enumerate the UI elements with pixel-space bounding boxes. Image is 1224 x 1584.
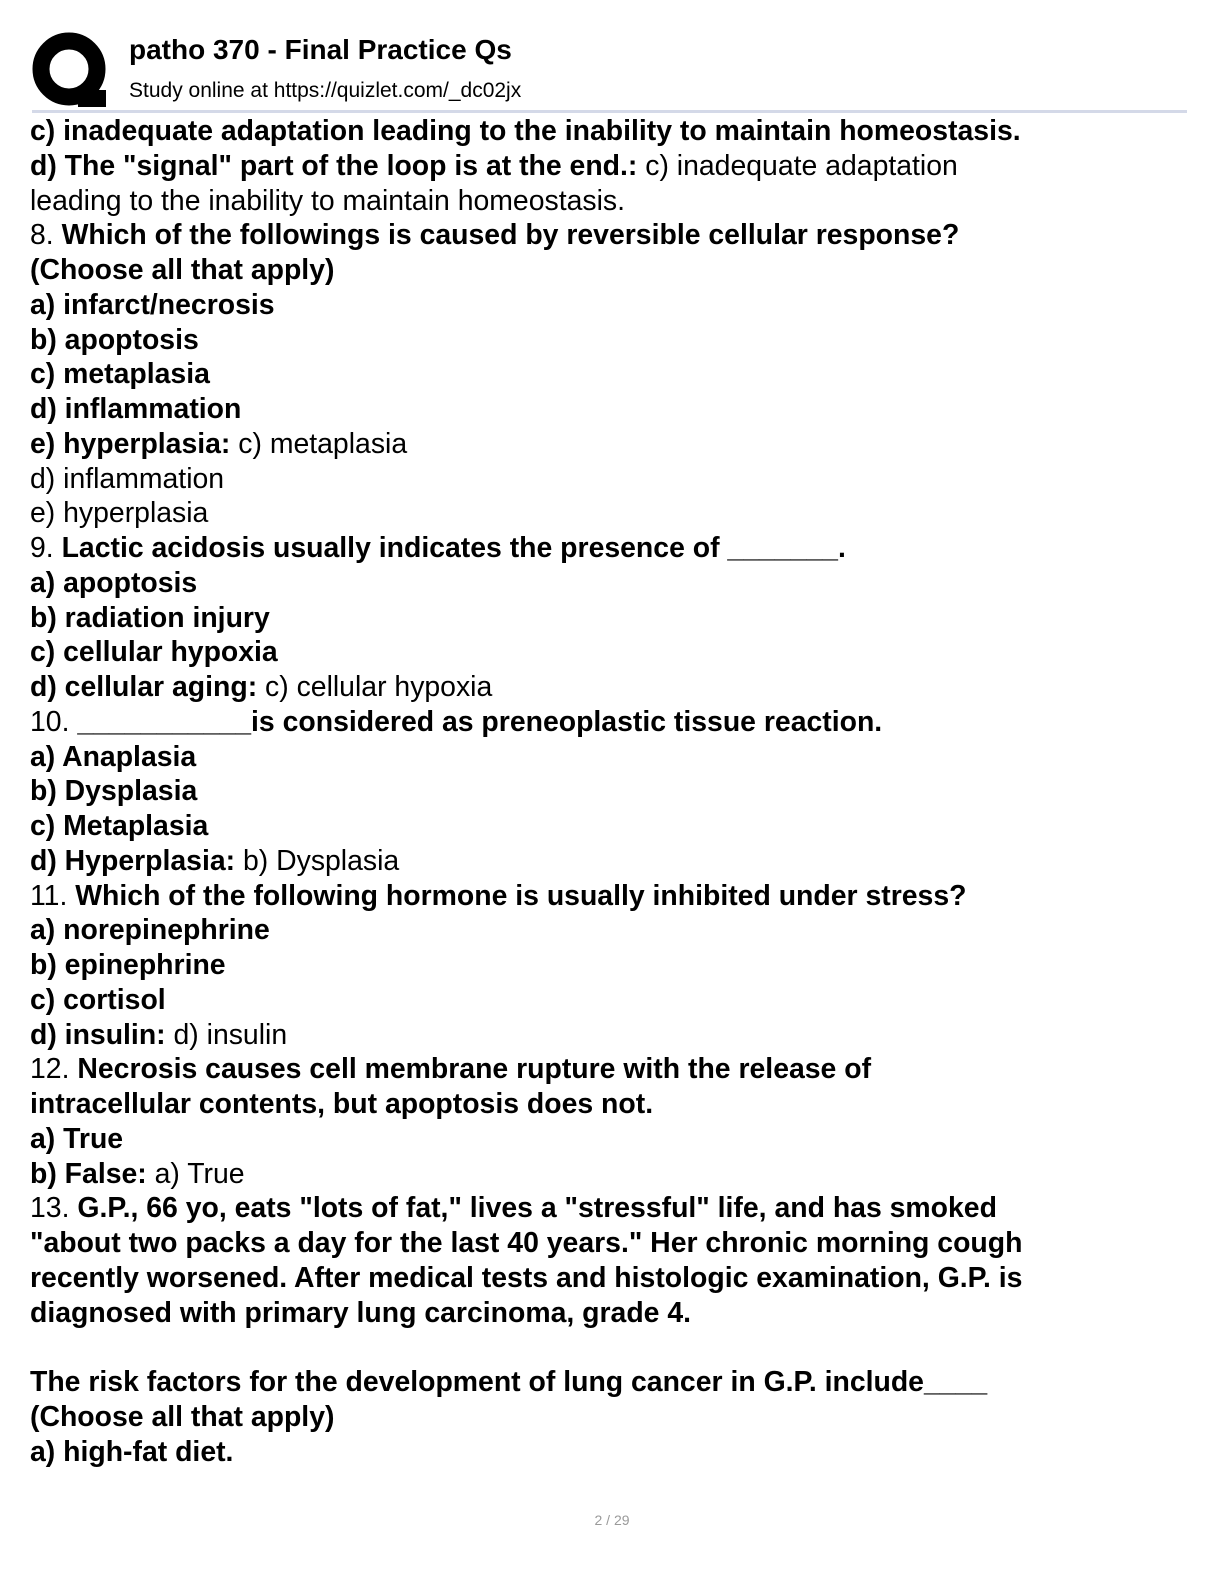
text-line: [30, 427, 1200, 462]
plain-text: d) inflammation: [30, 462, 225, 495]
bold-text: a) high-fat diet.: [30, 1435, 234, 1468]
text-line: [30, 948, 1200, 983]
text-line: [30, 1122, 1200, 1157]
bold-text: a) infarct/necrosis: [30, 288, 275, 321]
bold-text: (Choose all that apply): [30, 254, 335, 286]
text-line: [30, 844, 1200, 879]
plain-text: d) insulin: [165, 1018, 288, 1051]
text-line: [30, 774, 1200, 809]
text-line: [30, 983, 1200, 1018]
bold-text: diagnosed with primary lung carcinoma, grade 4.: [30, 1296, 692, 1329]
bold-text: a) norepinephrine: [30, 914, 270, 947]
bold-text: "about two packs a day for the last 40 years." Her chronic morning cough: [30, 1227, 1023, 1259]
bold-text: The risk factors for the development of lung cancer in G.P. include____: [30, 1366, 988, 1398]
text-line: [30, 809, 1200, 844]
bold-text: b) radiation injury: [30, 601, 270, 634]
page-header: [30, 26, 1190, 112]
bold-text: Necrosis causes cell membrane rupture with the release of: [77, 1053, 872, 1086]
plain-text: b) Dysplasia: [235, 844, 400, 877]
bold-text: Lactic acidosis usually indicates the presence of _______.: [61, 532, 846, 564]
question-content: [30, 114, 1200, 1469]
bold-text: recently worsened. After medical tests and histologic examination, G.P. is: [30, 1261, 1023, 1294]
bold-text: d) Hyperplasia:: [30, 844, 236, 877]
bold-text: c) metaplasia: [30, 358, 210, 391]
plain-text: c) metaplasia: [230, 427, 408, 460]
text-line: [30, 357, 1200, 392]
plain-text: e) hyperplasia: [30, 497, 209, 530]
text-line: [30, 149, 1200, 184]
text-line: [30, 184, 1200, 219]
bold-text: b) Dysplasia: [30, 775, 198, 808]
text-line: [30, 1435, 1200, 1470]
text-line: [30, 705, 1200, 740]
bold-text: b) apoptosis: [30, 323, 199, 356]
text-line: [30, 601, 1200, 636]
bold-text: e) hyperplasia:: [30, 427, 231, 460]
text-line: [30, 462, 1200, 497]
plain-text: leading to the inability to maintain homeostasis.: [30, 184, 625, 217]
bold-text: a) Anaplasia: [30, 740, 197, 773]
page-title: patho 370 - Final Practice Qs: [129, 34, 512, 65]
plain-text: 12.: [30, 1053, 78, 1086]
text-line: [30, 1018, 1200, 1053]
text-line: [30, 913, 1200, 948]
text-line: [30, 253, 1200, 288]
bold-text: a) True: [30, 1122, 124, 1155]
plain-text: 10.: [30, 705, 78, 738]
text-line: [30, 1087, 1200, 1122]
bold-text: intracellular contents, but apoptosis does not.: [30, 1088, 654, 1120]
header-divider: [32, 110, 1187, 113]
text-line: [30, 496, 1200, 531]
bold-text: b) epinephrine: [30, 949, 226, 981]
quizlet-logo-icon: [32, 32, 108, 108]
text-line: [30, 323, 1200, 358]
text-line: [30, 670, 1200, 705]
text-line: [30, 531, 1200, 566]
bold-text: d) insulin:: [30, 1018, 166, 1051]
text-line: [30, 114, 1200, 149]
plain-text: a) True: [146, 1157, 245, 1190]
text-line: [30, 392, 1200, 427]
bold-text: (Choose all that apply): [30, 1400, 335, 1433]
bold-text: Which of the followings is caused by reversible cellular response?: [61, 219, 960, 252]
bold-text: c) inadequate adaptation leading to the inability to maintain homeostasis.: [30, 115, 1021, 147]
bold-text: d) cellular aging:: [30, 671, 258, 703]
text-line: [30, 288, 1200, 323]
text-line: [30, 1191, 1200, 1226]
bold-text: d) The "signal" part of the loop is at the end.:: [30, 149, 638, 182]
text-line: [30, 1296, 1200, 1331]
text-line: [30, 566, 1200, 601]
text-line: [30, 1330, 1200, 1365]
plain-text: 9.: [30, 532, 62, 564]
text-line: [30, 1261, 1200, 1296]
plain-text: c) inadequate adaptation: [637, 149, 958, 182]
bold-text: G.P., 66 yo, eats "lots of fat," lives a "stressful" life, and has smoked: [77, 1192, 997, 1225]
bold-text: c) cellular hypoxia: [30, 636, 278, 669]
text-line: [30, 740, 1200, 775]
bold-text: b) False:: [30, 1157, 147, 1190]
text-line: [30, 1157, 1200, 1192]
text-line: [30, 879, 1200, 914]
bold-text: a) apoptosis: [30, 566, 198, 599]
bold-text: d) inflammation: [30, 393, 242, 425]
plain-text: 8.: [30, 219, 62, 252]
text-line: [30, 1365, 1200, 1400]
text-line: [30, 1052, 1200, 1087]
text-line: [30, 1400, 1200, 1435]
plain-text: c) cellular hypoxia: [257, 671, 493, 703]
bold-text: c) Metaplasia: [30, 810, 209, 842]
page-indicator: 2 / 29: [594, 1512, 630, 1528]
page-subtitle: Study online at https://quizlet.com/_dc02jx: [129, 79, 522, 102]
text-line: [30, 218, 1200, 253]
bold-text: c) cortisol: [30, 983, 166, 1016]
text-line: [30, 1226, 1200, 1261]
text-line: [30, 635, 1200, 670]
plain-text: 13.: [30, 1192, 78, 1225]
bold-text: Which of the following hormone is usually inhibited under stress?: [75, 879, 967, 912]
plain-text: 11.: [30, 879, 76, 912]
bold-text: ___________is considered as preneoplastic tissue reaction.: [77, 705, 883, 738]
